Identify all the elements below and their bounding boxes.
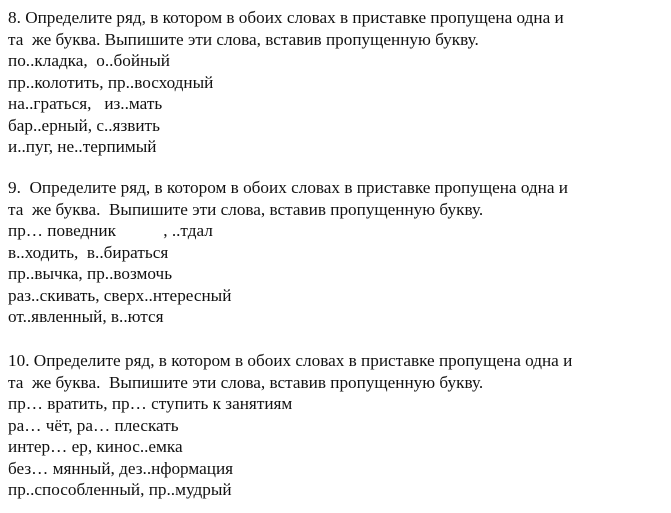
task-question-line: та же буква. Выпишите эти слова, вставив пропущенную букву. <box>8 29 479 49</box>
task-question-line: 9. Определите ряд, в котором в обоих словах в приставке пропущена одна и <box>8 178 568 197</box>
answer-option-2: в..ходить, в..бираться <box>8 242 169 262</box>
task-question-line: 10. Определите ряд, в котором в обоих словах в приставке пропущена одна и <box>8 351 573 370</box>
answer-option-5: пр..способленный, пр..мудрый <box>8 480 232 499</box>
answer-option-3: на..граться, из..мать <box>8 94 163 113</box>
answer-option-2: ра… чёт, ра… плескать <box>8 415 179 435</box>
answer-option-1: по..кладка, о..бойный <box>8 51 170 70</box>
answer-option-2: пр..колотить, пр..восходный <box>8 72 214 92</box>
answer-option-3: интер… ер, кинос..емка <box>8 437 183 456</box>
answer-option-4: раз..скивать, сверх..нтересный <box>8 285 232 305</box>
task-10 <box>8 350 663 501</box>
task-8 <box>8 7 663 158</box>
task-question-line: 8. Определите ряд, в котором в обоих словах в приставке пропущена одна и <box>8 8 564 27</box>
task-9 <box>8 177 663 328</box>
task-question-line: та же буква. Выпишите эти слова, вставив пропущенную букву. <box>8 199 484 219</box>
answer-option-3: пр..вычка, пр..возмочь <box>8 264 173 283</box>
answer-option-5: от..явленный, в..ются <box>8 307 164 326</box>
answer-option-1: пр… вратить, пр… ступить к занятиям <box>8 394 293 413</box>
task-question-line: та же буква. Выпишите эти слова, вставив пропущенную букву. <box>8 372 484 392</box>
answer-option-5: и..пуг, не..терпимый <box>8 137 157 156</box>
answer-option-4: бар..ерный, с..язвить <box>8 115 160 135</box>
answer-option-1: пр… поведник , ..тдал <box>8 221 213 240</box>
answer-option-4: без… мянный, дез..нформация <box>8 458 234 478</box>
